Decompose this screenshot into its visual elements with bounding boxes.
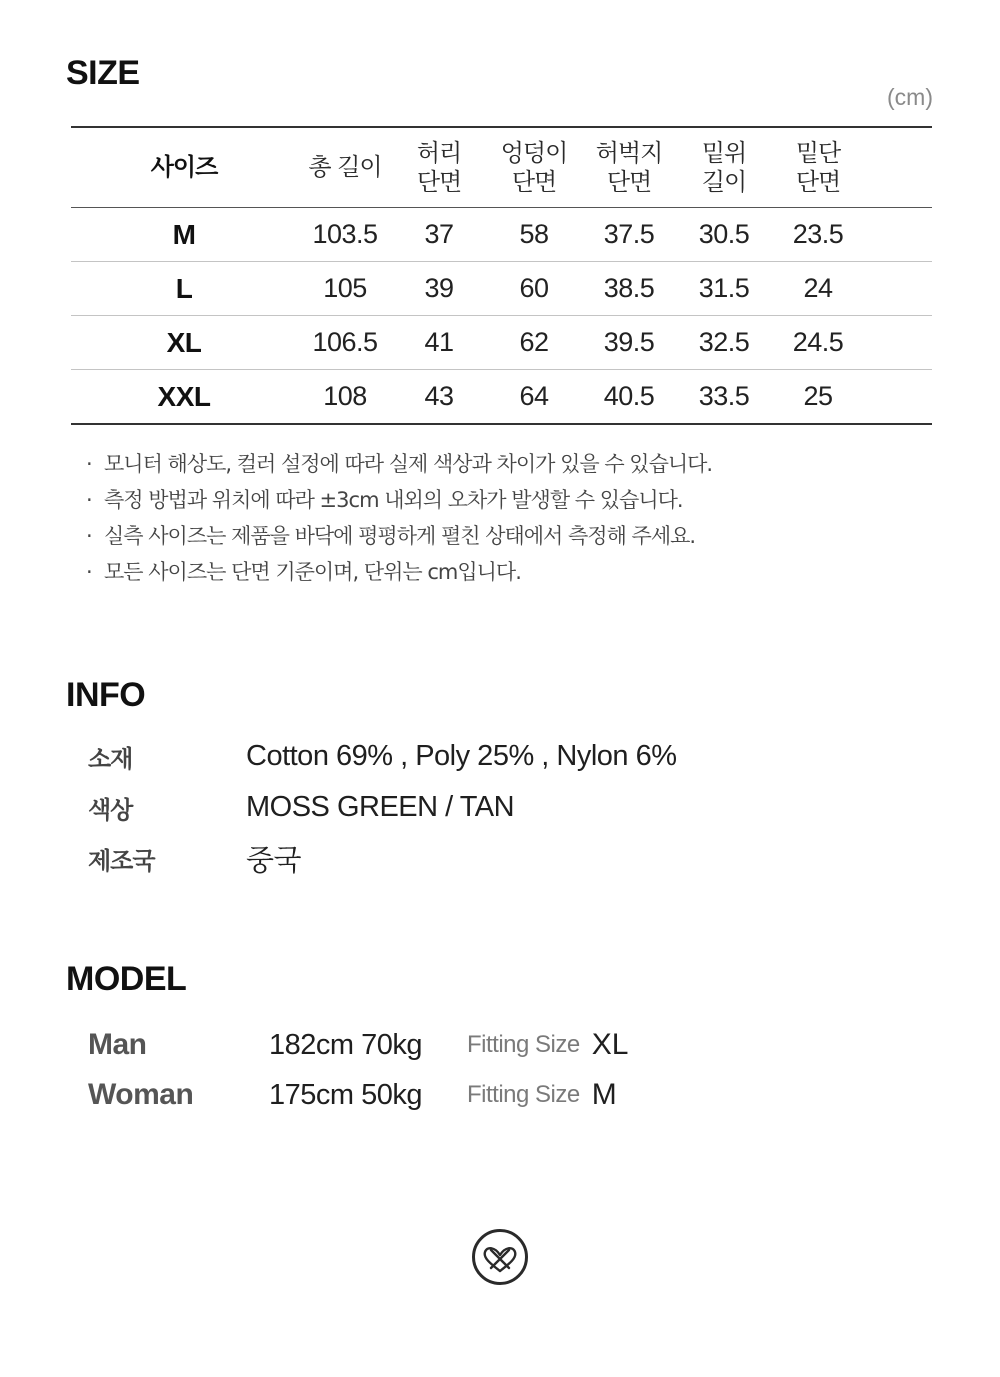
table-row (71, 262, 932, 316)
size-table (71, 126, 932, 425)
header-hip: 엉덩이 단면 (500, 138, 568, 196)
header-waist: 허리 단면 (416, 138, 462, 196)
info-value: 중국 (246, 844, 302, 877)
bullet: · (86, 452, 92, 476)
model-row-woman (88, 1073, 617, 1117)
hip-value: 58 (519, 219, 549, 249)
model-name: Man (88, 1028, 147, 1061)
fitting-size-value: XL (591, 1028, 629, 1061)
header-size: 사이즈 (150, 153, 218, 181)
fitting-size-value: M (591, 1078, 617, 1111)
info-label: 제조국 (88, 846, 155, 875)
waist-value: 43 (424, 381, 454, 411)
note-text: 모든 사이즈는 단면 기준이며, 단위는 cm입니다. (104, 560, 521, 584)
waist-value: 39 (424, 273, 454, 303)
note-text: 모니터 해상도, 컬러 설정에 따라 실제 색상과 차이가 있을 수 있습니다. (104, 452, 713, 476)
thigh-value: 40.5 (603, 381, 655, 411)
hem-value: 24 (803, 273, 833, 303)
waist-value: 37 (424, 219, 454, 249)
thigh-value: 37.5 (603, 219, 655, 249)
hem-value: 23.5 (792, 219, 844, 249)
model-row-man (88, 1023, 628, 1067)
table-row (71, 208, 932, 262)
header-total-length: 총 길이 (308, 153, 382, 181)
size-section-title: SIZE (66, 54, 140, 92)
rise-value: 30.5 (698, 219, 750, 249)
info-value: MOSS GREEN / TAN (246, 790, 515, 823)
hip-value: 60 (519, 273, 549, 303)
size-notes (84, 450, 712, 594)
fitting-size-label: Fitting Size (467, 1081, 580, 1108)
total-length-value: 108 (323, 381, 367, 411)
size-label: XL (166, 326, 202, 358)
hem-value: 25 (803, 381, 833, 411)
hip-value: 64 (519, 381, 549, 411)
hip-value: 62 (519, 327, 549, 357)
bullet: · (86, 524, 92, 548)
model-body-spec: 182cm 70kg (269, 1028, 422, 1061)
fitting-size-label: Fitting Size (467, 1031, 580, 1058)
info-row-origin (88, 838, 301, 878)
thigh-value: 39.5 (603, 327, 655, 357)
size-label: M (172, 218, 196, 250)
info-value: Cotton 69% , Poly 25% , Nylon 6% (246, 739, 677, 772)
note-item (84, 558, 712, 594)
note-item (84, 522, 712, 558)
note-text: 측정 방법과 위치에 따라 ±3cm 내외의 오차가 발생할 수 있습니다. (104, 488, 683, 512)
rise-value: 31.5 (698, 273, 750, 303)
hem-value: 24.5 (792, 327, 844, 357)
model-name: Woman (88, 1078, 194, 1111)
unit-note: (cm) (887, 84, 933, 110)
header-hem: 밑단 단면 (795, 138, 841, 196)
info-label: 소재 (88, 744, 133, 773)
header-thigh: 허벅지 단면 (595, 138, 663, 196)
note-item (84, 486, 712, 522)
header-rise: 밑위 길이 (701, 138, 747, 196)
note-text: 실측 사이즈는 제품을 바닥에 평평하게 펼친 상태에서 측정해 주세요. (104, 524, 696, 548)
info-row-material (88, 736, 677, 776)
total-length-value: 103.5 (312, 219, 378, 249)
model-body-spec: 175cm 50kg (269, 1078, 422, 1111)
table-row (71, 316, 932, 370)
size-label: XXL (157, 380, 211, 412)
total-length-value: 106.5 (312, 327, 378, 357)
size-label: L (175, 272, 193, 304)
note-item (84, 450, 712, 486)
table-row (71, 370, 932, 423)
rise-value: 33.5 (698, 381, 750, 411)
bullet: · (86, 560, 92, 584)
size-table-header (71, 128, 932, 208)
info-row-color (88, 787, 514, 827)
total-length-value: 105 (323, 273, 367, 303)
waist-value: 41 (424, 327, 454, 357)
info-label: 색상 (88, 795, 133, 824)
bullet: · (86, 488, 92, 512)
brand-knot-logo-icon (471, 1228, 529, 1286)
rise-value: 32.5 (698, 327, 750, 357)
thigh-value: 38.5 (603, 273, 655, 303)
model-section-title: MODEL (66, 960, 187, 998)
info-section-title: INFO (66, 676, 146, 714)
